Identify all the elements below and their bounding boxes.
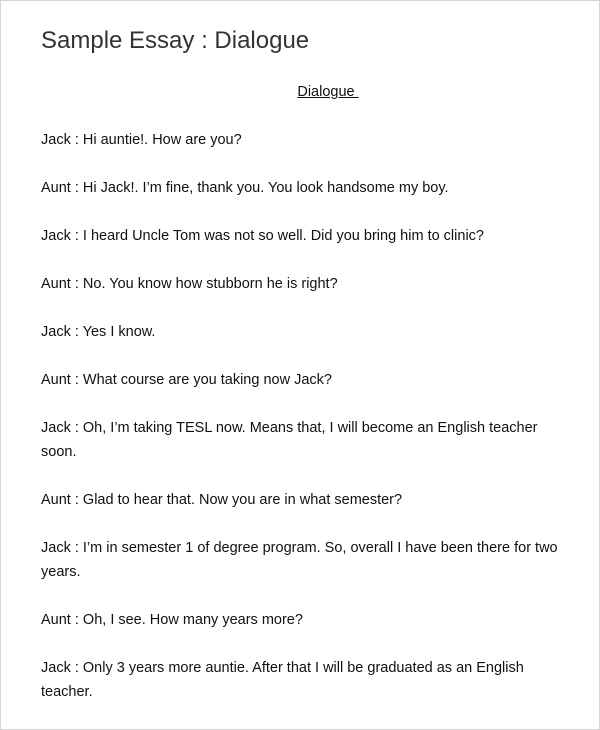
dialogue-line: Aunt : Hi Jack!. I’m fine, thank you. You look handsome my boy. [41,180,449,196]
dialogue-line: Jack : Hi auntie!. How are you? [41,132,242,148]
dialogue-line: Aunt : Glad to hear that. Now you are in what semester? [41,492,403,508]
dialogue-line: Aunt : What course are you taking now Jack? [41,372,332,388]
dialogue-line: Jack : I’m in semester 1 of degree program. So, overall I have been there for two years. [41,540,558,580]
dialogue-line: Jack : Yes I know. [41,324,156,340]
dialogue-line: Jack : Only 3 years more auntie. After that I will be graduated as an English teacher. [41,660,524,700]
dialogue-line: Jack : I heard Uncle Tom was not so well. Did you bring him to clinic? [41,228,484,244]
document-title: Sample Essay : Dialogue [41,27,310,54]
dialogue-body [41,80,563,704]
dialogue-line: Jack : Oh, I’m taking TESL now. Means that, I will become an English teacher soon. [41,420,538,460]
dialogue-line: Aunt : Oh, I see. How many years more? [41,612,303,628]
dialogue-line: Aunt : No. You know how stubborn he is right? [41,276,338,292]
dialogue-heading: Dialogue [297,84,359,100]
